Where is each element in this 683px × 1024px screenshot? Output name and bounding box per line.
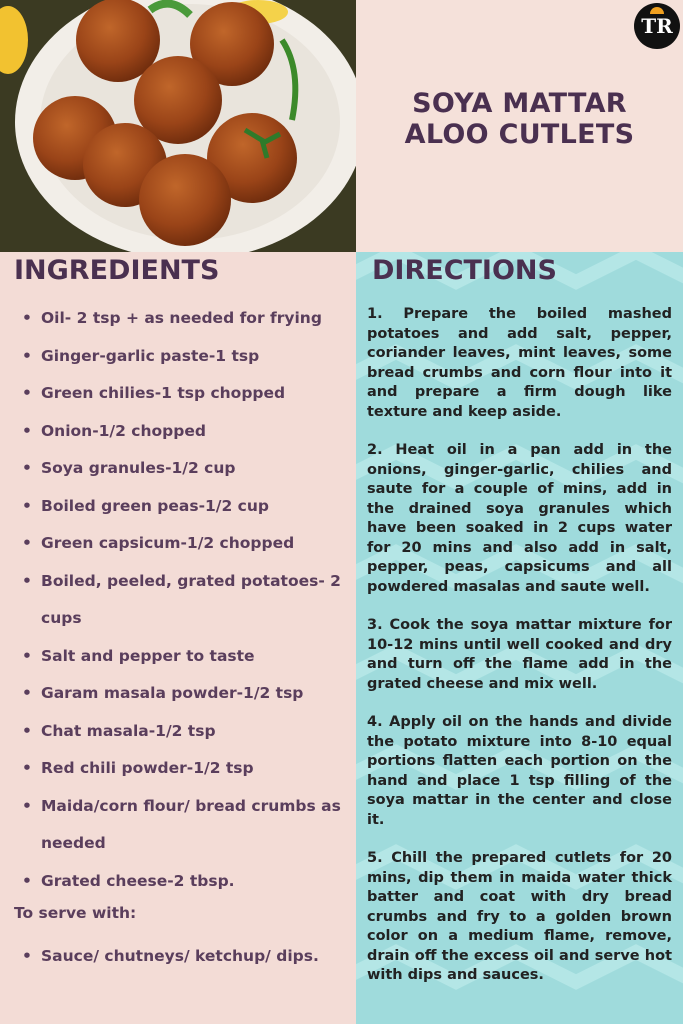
ingredient-item: • Garam masala powder-1/2 tsp [0, 675, 356, 713]
logo-text: TR [641, 14, 673, 38]
ingredient-item: • Oil- 2 tsp + as needed for frying [0, 300, 356, 338]
directions-panel [356, 252, 683, 1024]
ingredients-list [0, 300, 356, 900]
serve-list [0, 938, 356, 976]
ingredient-item: • Boiled, peeled, grated potatoes- 2 cups [0, 563, 356, 638]
ingredient-item: • Grated cheese-2 tbsp. [0, 863, 356, 901]
serve-item: • Sauce/ chutneys/ ketchup/ dips. [0, 938, 356, 976]
ingredient-item: • Boiled green peas-1/2 cup [0, 488, 356, 526]
ingredient-item: • Green chilies-1 tsp chopped [0, 375, 356, 413]
recipe-title: SOYA MATTAR ALOO CUTLETS [404, 88, 635, 150]
logo [634, 3, 680, 49]
serve-heading: To serve with: [14, 904, 137, 922]
directions-heading: DIRECTIONS [372, 255, 557, 286]
cutlets-illustration [0, 0, 356, 252]
ingredient-item: • Salt and pepper to taste [0, 638, 356, 676]
direction-step: 4. Apply oil on the hands and divide the potato mixture into 8-10 equal portions flatten each portion on the hand and place 1 tsp filling of the soya mattar in the center and close it. [367, 714, 672, 828]
sun-icon [650, 7, 664, 14]
directions-steps [367, 305, 672, 1005]
ingredient-item: • Maida/corn flour/ bread crumbs as needed [0, 788, 356, 863]
ingredient-item: • Chat masala-1/2 tsp [0, 713, 356, 751]
ingredient-item: • Ginger-garlic paste-1 tsp [0, 338, 356, 376]
cutlets-photo [0, 0, 356, 252]
direction-step: 3. Cook the soya mattar mixture for 10-12 mins until well cooked and dry and turn off the flame add in the grated cheese and mix well. [367, 617, 672, 692]
ingredient-item: • Soya granules-1/2 cup [0, 450, 356, 488]
ingredient-item: • Red chili powder-1/2 tsp [0, 750, 356, 788]
direction-step: 1. Prepare the boiled mashed potatoes and add salt, pepper, coriander leaves, mint leaves, some bread crumbs and corn flour into it and prepare a firm dough like texture and keep aside. [367, 306, 672, 420]
ingredient-item: • Onion-1/2 chopped [0, 413, 356, 451]
ingredient-item: • Green capsicum-1/2 chopped [0, 525, 356, 563]
direction-step: 2. Heat oil in a pan add in the onions, ginger-garlic, chilies and saute for a couple of mins, add in the drained soya granules which have been soaked in 2 cups water for 20 mins and also add in salt, pepper, peas, capsicums and all powdered masalas and saute well. [367, 442, 672, 595]
direction-step: 5. Chill the prepared cutlets for 20 mins, dip them in maida water thick batter and coat with dry bread crumbs and fry to a golden brown color on a medium flame, remove, drain off the excess oil and serve hot with dips and sauces. [367, 850, 672, 983]
ingredients-heading: INGREDIENTS [14, 255, 220, 286]
ingredients-panel [0, 252, 356, 1024]
